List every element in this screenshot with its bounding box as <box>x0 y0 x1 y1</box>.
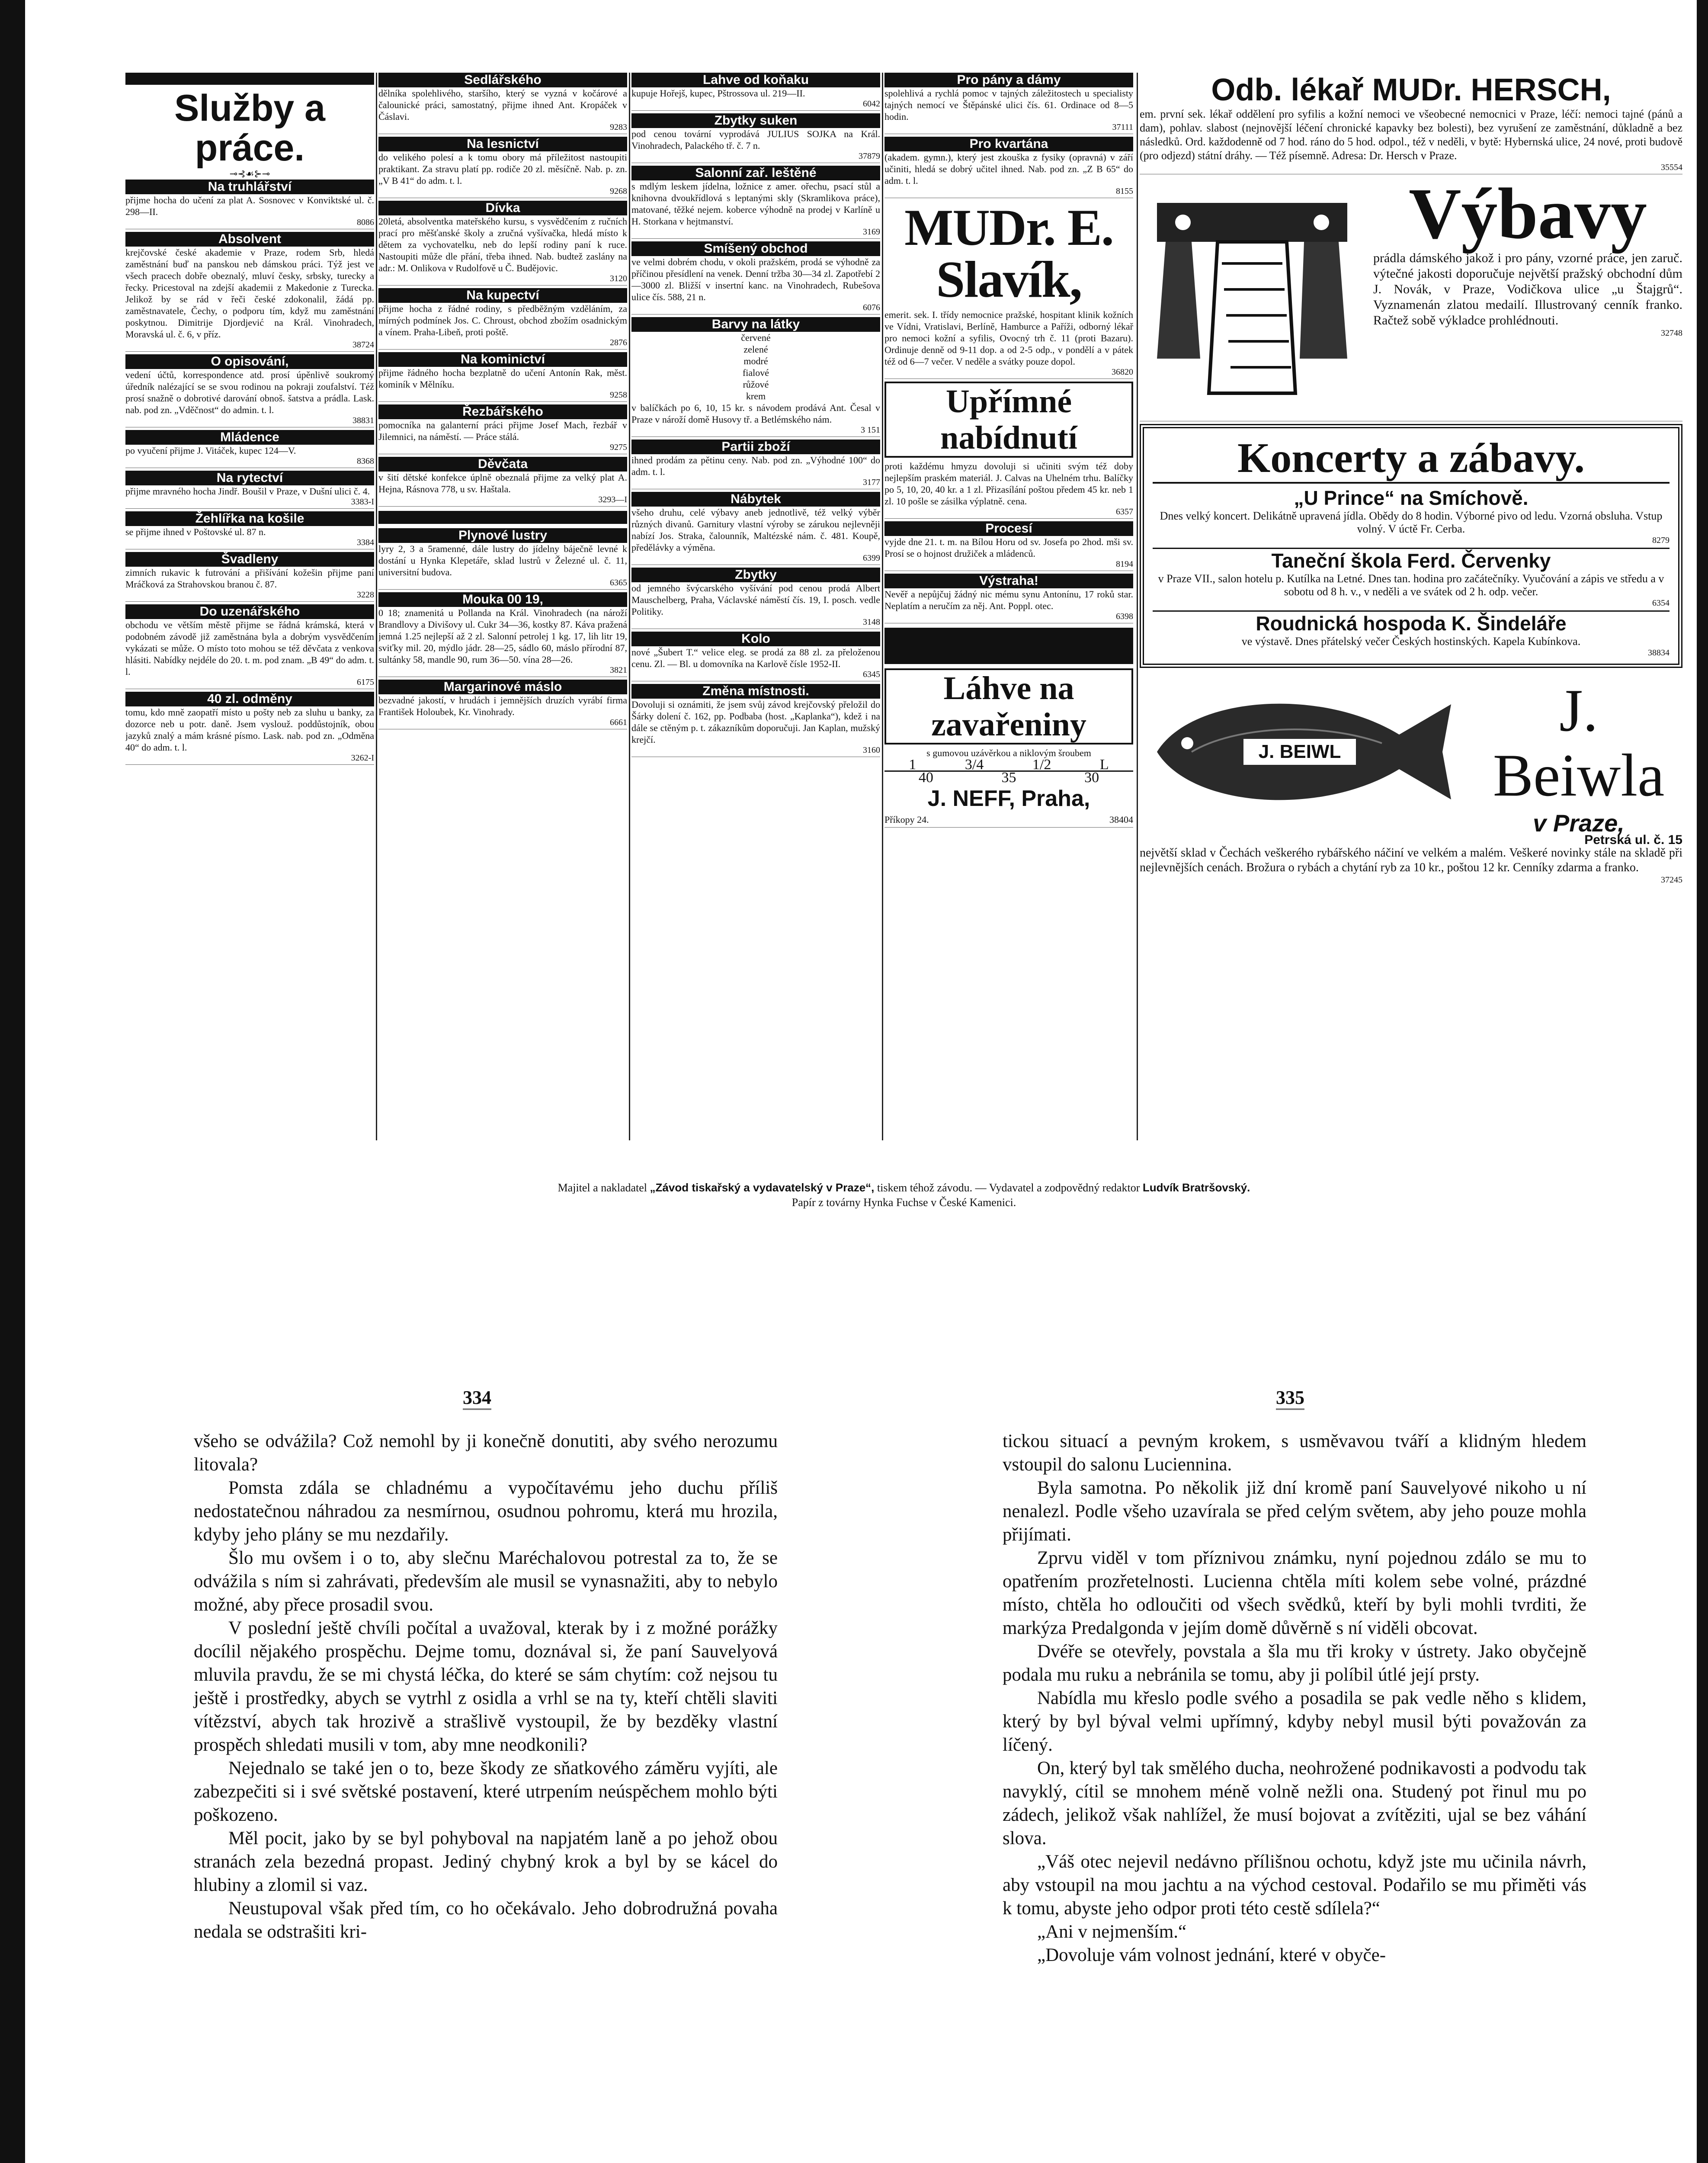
ad-text: pomocníka na galanterní práci přijme Josef Mach, řezbář v Jilemnici, na náměstí. — Práce stálá. <box>378 420 627 442</box>
shop-name: J. Beiwla <box>1493 677 1665 809</box>
doctor-ad <box>884 199 1133 379</box>
venue-heading: „U Prince“ na Smíchově. <box>1294 487 1529 509</box>
imprint-owner-label: Majitel a nakladatel <box>558 1181 647 1194</box>
dance-school-text: v Praze VII., salon hotelu p. Kutílka na Letné. Dnes tan. hodina pro začátečníky. Vyučování a zápis ve středu a v sobotu od 8 h. v., v neděli a ve svátek od 2 h. odp. večer. <box>1158 572 1664 598</box>
column-rule <box>1137 73 1138 1140</box>
ad-number: 3821 <box>610 665 627 675</box>
ad-text: vedení účtů, korrespondence atd. prosí úpěnlivě soukromý úředník nalézající se se svou rodinou na pokraji zoufalství. Též prosí snažně o dobrotivé darování obnoš. šatstva a prádla. Lask. nab. pod zn. „Vděčnost“ do admin. t. l. <box>125 369 374 415</box>
color-item: růžové <box>743 379 769 390</box>
imprint <box>125 1180 1682 1210</box>
ad-text: lyry 2, 3 a 5ramenné, dále lustry do jídelny báječně levné k dostání u Hynka Klepetáře, sklad lustrů v Železné ul. č. 11, universitní budova. <box>378 543 627 578</box>
ad-heading: Zbytky suken <box>631 113 880 128</box>
ad-number: 8086 <box>357 218 374 227</box>
paragraph: Dvéře se otevřely, povstala a šla mu tři kroky v ústrety. Jako obyčejně podala mu ruku a nebránila se tomu, aby ji políbil útlé její prsty. <box>1003 1641 1586 1685</box>
classified-ad <box>125 430 374 468</box>
ad-number: 6076 <box>863 303 880 312</box>
classified-ad <box>884 73 1133 134</box>
classified-ad <box>631 568 880 629</box>
ad-heading: Lahve od koňaku <box>631 73 880 87</box>
ad-column-4 <box>884 73 1133 1140</box>
ad-heading: Na kominictví <box>378 352 627 367</box>
classified-ad <box>125 471 374 509</box>
ad-heading: Mládence <box>125 430 374 445</box>
column-rule <box>376 73 377 1140</box>
ad-column-3 <box>631 73 880 1140</box>
ad-text: nové „Šubert T.“ velice eleg. se prodá za 88 zl. za přeloženou cenu. Zl. — Bl. u domovníka na Karlově čísle 1952-II. <box>631 647 880 669</box>
ad-number: 9283 <box>610 122 627 132</box>
classified-ad <box>125 511 374 549</box>
vybavy-ad <box>1140 173 1682 421</box>
ad-number: 38831 <box>352 416 374 425</box>
paragraph: On, který byl tak smělého ducha, neohrožené podnikavosti a podvodu tak navyklý, cítil se mnohem méně volně nežli ona. Studený pot řinul mu po zádech, jelikož však nahlížel, že musí bojovat a zvítěziti, ujal se bez váhání slova. <box>1003 1758 1586 1848</box>
imprint-editor: Ludvík Bratršovský. <box>1142 1181 1250 1194</box>
ad-heading: Na truhlářství <box>125 180 374 194</box>
paragraph: Neustupoval však před tím, co ho očekávalo. Jeho dobrodružná povaha nedala se odstrašiti kri- <box>194 1898 778 1942</box>
ad-heading: Děvčata <box>378 457 627 472</box>
ornament: ⊸⊰☙⊱⊸ <box>229 168 270 179</box>
ad-number: 8155 <box>1116 186 1133 196</box>
jar-price: 30 <box>1084 770 1099 786</box>
classified-ad <box>125 552 374 602</box>
classified-ad <box>631 684 880 757</box>
paragraph: tickou situací a pevným krokem, s usměvavou tváří a klidným hledem vstoupil do salonu Luciennina. <box>1003 1431 1586 1475</box>
ad-heading: Výstraha! <box>884 574 1133 588</box>
ad-number: 3384 <box>357 538 374 547</box>
ad-text: v šití dětské konfekce úplně obeznalá přijme za velký plat A. Hejna, Rásnova 778, u sv. Haštala. <box>378 472 627 494</box>
jar-prices-row <box>884 770 1133 786</box>
ad-heading: Sedlářského <box>378 73 627 87</box>
pub-heading: Roudnická hospoda K. Šindeláře <box>1153 610 1670 635</box>
doctor-name: MUDr. E. Slavík, <box>904 199 1113 308</box>
classified-ad <box>125 604 374 689</box>
section-title: Služby a práce. <box>174 87 325 169</box>
ad-text: (akadem. gymn.), který jest zkouška z fysiky (opravná) v září učiniti, hledá se dobrý učitel ihned. Nab. pod zn. „Z B 65“ do adm. t. l. <box>884 152 1133 186</box>
ad-number: 37111 <box>1112 122 1133 132</box>
ad-heading: Margarinové máslo <box>378 680 627 694</box>
paragraph: Zprvu viděl v tom příznivou známku, nyní pojednou zdálo se mu to opatřením prozřetelnosti. Lucienna chtěla míti kolem sebe volné, prázdné místo, chtěla ho odloučiti od všech svědků, kteří by byli mohli tvrditi, že markýza Predalgonda v jejím domě důvěrně s ní viděli obcovat. <box>1003 1548 1586 1638</box>
seller-name: J. NEFF, Praha, <box>927 786 1090 811</box>
ad-heading: 40 zl. odměny <box>125 692 374 706</box>
ad-text: 20letá, absolventka mateřského kursu, s vysvědčením z ručních prací pro měšťanské školy a zručná vyšívačka, hledá místo k dětem za vychovatelku, neb do lepší rodiny paní k ruce. Nastoupiti může dle přání, třeba ihned. Nab. budtež zaslány na adr.: M. Onlikova v Rudolfově u Č. Budějovic. <box>378 216 627 273</box>
classified-ad <box>631 241 880 315</box>
ad-text: zimních rukavic k futrování a přišívání kožešin přijme paní Mráčková za Strahovskou branou č. 87. <box>125 567 374 590</box>
ad-text: vyjde dne 21. t. m. na Bílou Horu od sv. Josefa po 2hod. mši sv. Prosí se o hojnost družiček a mládenců. <box>884 536 1133 559</box>
ad-column-1 <box>125 73 374 1140</box>
classified-list <box>378 528 627 729</box>
ad-heading: Pro kvartána <box>884 137 1133 151</box>
ad-heading: Dívka <box>378 201 627 215</box>
offer-text: proti každému hmyzu dovoluji si učiniti svým též doby nejlepším praském materiál. J. Calvas na Uhelném trhu. Balíčky po 5, 10, 20, 40 kr. a 1 zl. Přizasílání poštou předem 45 kr. neb 1 zl. 10 pošle se zásilka výplatně. cena. <box>884 461 1133 507</box>
ad-heading: Procesí <box>884 521 1133 536</box>
classified-list <box>884 521 1133 623</box>
classified-ad <box>378 528 627 590</box>
book-page-left <box>194 1430 778 1944</box>
jar-size: 1/2 <box>1032 757 1051 773</box>
shop-address: Petrská ul. č. 15 <box>1584 833 1682 847</box>
pub-text: ve výstavě. Dnes přátelský večer Českých hostinských. Kapela Kubínkova. <box>1241 635 1581 648</box>
ad-text: se přijme ihned v Poštovské ul. 87 n. <box>125 526 266 537</box>
hersch-ad <box>1140 73 1682 174</box>
dance-school-heading: Taneční škola Ferd. Červenky <box>1153 548 1670 572</box>
jars-heading: Láhve na zavařeniny <box>884 668 1133 745</box>
ad-text: do velikého polesí a k tomu obory má příležitost nastoupiti praktikant. Za stravu platí pp. rodiče 20 zl. měsíčně. Nab. p. zn. „V B 41“ do adm. t. l. <box>378 152 627 186</box>
ad-text: kupuje Hořejš, kupec, Pštrossova ul. 219—II. <box>631 88 805 99</box>
ad-number: 9258 <box>610 390 627 400</box>
ad-number: 8368 <box>357 456 374 466</box>
classified-ad <box>378 137 627 198</box>
ad-column-2 <box>378 73 627 1140</box>
ad-number: 38404 <box>1109 814 1133 825</box>
classified-ad <box>125 180 374 229</box>
ad-heading: Švadleny <box>125 552 374 567</box>
classified-ad <box>378 457 627 507</box>
ad-number: 35554 <box>1661 163 1682 172</box>
ad-text: po vyučení přijme J. Vitáček, kupec 124—V. <box>125 445 296 456</box>
classified-list <box>884 73 1133 198</box>
classified-ad <box>378 592 627 677</box>
beiwl-heading-block <box>1475 678 1682 838</box>
jar-size: L <box>1099 757 1109 773</box>
ad-number: 9275 <box>610 443 627 452</box>
classified-ad <box>378 404 627 454</box>
ad-text: krejčovské české akademie v Praze, rodem Srb, hledá zaměstnání buď na panskou neb dámskou práci. Týž jest ve všech pracech dobře obeznalý, mluví česky, srbsky, turecky a řecky. Pricestoval na zdejší akademii z Makedonie z Turecka. Jelikož by se rád v řeči české zdokonalil, žádá pp. zaměstnavatele, Čechy, o podporu tím, když mu zaměstnání poskytnou. Dimitrije Djordjević na Král. Vinohradech, Moravská ul. č. 6, v příz. <box>125 247 374 340</box>
ad-number: 32748 <box>1661 328 1682 338</box>
ad-heading: Zbytky <box>631 568 880 582</box>
ad-heading: Řezbářského <box>378 404 627 419</box>
vybavy-heading: Výbavy <box>1409 173 1647 254</box>
hersch-text: em. první sek. lékař oddělení pro syfilis a kožní nemoci ve všeobecné nemocnici v Praze, léčí: nemoci tajné (pánů a dam), pohlav. slabost (nejnovější léčení chronické kapavky bez bolesti), bez vyrušení ze zaměstnání, důkladně a bez následků. Ord. každodenně od 7 hod. ráno do 5 hod. odpol., též v neděli, v bytě: Hybernská ulice, 24 nové, proti budově (pro odjezd) státní dráhy. — Též písemně. Adresa: Dr. Hersch v Praze. <box>1140 108 1682 162</box>
ad-heading: Do uzenářského <box>125 604 374 619</box>
ad-text: přijme řádného hocha bezplatně do učení Antonín Rak, měst. kominík v Mělníku. <box>378 367 627 390</box>
classified-ad <box>125 692 374 765</box>
ad-number: 37245 <box>1661 875 1682 885</box>
ad-heading: O opisování, <box>125 354 374 369</box>
classified-ad <box>631 113 880 163</box>
classified-ad <box>884 521 1133 571</box>
ad-text: od jemného švýcarského vyšívání pod cenou prodá Albert Mauschelberg, Praha, Václavské náměstí čís. 19, I. posch. vedle Politiky. <box>631 583 880 617</box>
ad-number: 37879 <box>859 151 880 161</box>
ad-text: 0 18; znamenitá u Pollanda na Král. Vinohradech (na nároží Brandlovy a Divišovy ul. Cukr 34—36, kostky 87. Káva pražená jemná 1.25 nejlepší až 2 zl. Salonní petrolej 1 kg. 17, lih litr 19, sviťky mil. 20, mýdlo jádr. 28—25, sádlo 60, máslo přírodní 87, sultánky 58, mandle 90, rum 36—50. vína 28—26. <box>378 607 627 665</box>
jars-text: s gumovou uzávěrkou a niklovým šroubem <box>926 748 1091 758</box>
classified-ad <box>378 288 627 350</box>
ad-text: bezvadné jakostí, v hrudách i jemnějších druzích vyrábí firma František Holoubek, Kr. Vinohrady. <box>378 695 627 717</box>
ad-number: 38724 <box>352 340 374 350</box>
ad-number: 38834 <box>1648 648 1670 658</box>
color-item: zelené <box>743 344 768 355</box>
shop-city: v Praze, <box>1533 809 1625 837</box>
ad-heading: Pro pány a dámy <box>884 73 1133 87</box>
upright-offer-ad <box>884 382 1133 519</box>
shop-text: největší sklad v Čechách veškerého rybářského náčiní ve velkém a malém. Veškeré novinky stále na skladě při nejlevnějších cenách. Brožura o rybách a chytání ryb za 10 kr., poštou 12 kr. Cenníky zdarma a franko. <box>1140 846 1682 874</box>
paragraph: Nabídla mu křeslo podle svého a posadila se pak vedle něho s klidem, který by byl býval velmi upřímný, kdyby nebyl musil býti považován za líčený. <box>1003 1688 1586 1755</box>
paragraph: „Dovoluje vám volnost jednání, které v obyče- <box>1037 1945 1386 1965</box>
classified-ad <box>378 680 627 729</box>
ad-heading: Barvy na látky <box>631 317 880 332</box>
linen-illustration <box>1140 177 1365 419</box>
scan-edge-left <box>0 0 25 2163</box>
ad-number: 6399 <box>863 553 880 563</box>
ad-text: obchodu ve větším městě přijme se řádná krámská, která v podobném závodě již zaměstnána byla a dobrým vysvědčením vykázati se může. O místo toto mohou se též děvčata z venkova hlásiti. Nabídky nejdéle do 20. t. m. pod znam. „B 49“ do adm. t. l. <box>125 619 374 677</box>
ad-heading: Na rytectví <box>125 471 374 485</box>
ad-text: dělníka spolehlivého, staršího, který se vyzná v kočárové a čalounické práci, samostatný, přijme ihned Ant. Kropáček v Čáslavi. <box>378 88 627 122</box>
ad-number: 6354 <box>1652 598 1670 608</box>
ad-text: v balíčkách po 6, 10, 15 kr. s návodem prodává Ant. Česal v Praze v nároží domě Husovy tř. a Betlémského nám. <box>631 402 880 425</box>
column-rule <box>629 73 630 1140</box>
scan-edge-right <box>1697 0 1708 2163</box>
ad-number: 6398 <box>1116 612 1133 621</box>
paragraph: všeho se odvážila? Což nemohl by ji konečně donutiti, aby svého nerozumu litovala? <box>194 1431 778 1475</box>
ad-heading: Absolvent <box>125 232 374 247</box>
paragraph: „Váš otec nejevil nedávno přílišnou ochotu, když jste mu učinila návrh, aby vstoupil na mou jachtu a na východ cestoval. Podařilo se mu přiměti vás k tomu, abyste jeho odpor proti této cestě sdílela?“ <box>1003 1852 1586 1919</box>
paragraph: Šlo mu ovšem i o to, aby slečnu Maréchalovou potrestal za to, že se odvážila s ním si zahrávati, především ale musil se vynasnažiti, aby to nebylo možné, aby přece prosadil svou. <box>194 1548 778 1615</box>
hersch-heading: Odb. lékař MUDr. HERSCH, <box>1211 73 1611 107</box>
ad-heading: Kolo <box>631 632 880 646</box>
ad-number: 6345 <box>863 670 880 679</box>
ad-heading: Salonní zař. leštěné <box>631 166 880 180</box>
ad-number: 6175 <box>357 677 374 687</box>
imprint-publisher: „Závod tiskařský a vydavatelský v Praze“, <box>650 1181 875 1194</box>
classified-ad <box>631 440 880 489</box>
paragraph: Pomsta zdála se chladnému a vypočítavému jeho duchu příliš nedostatečnou náhradou za nesmírnou, osudnou pohromu, která mu hrozila, kdyby jeho plány se mu nezdařily. <box>194 1478 778 1545</box>
classified-ad <box>631 492 880 565</box>
ad-number: 3262-I <box>351 753 374 763</box>
ad-text: přijme mravného hocha Jindř. Boušil v Praze, v Dušní ulici č. 4. <box>125 486 370 497</box>
separator-bar <box>378 511 627 524</box>
ad-number: 36820 <box>1112 367 1133 377</box>
book-page-right <box>1003 1430 1586 1967</box>
ad-number: 3228 <box>357 590 374 600</box>
ad-number: 9268 <box>610 186 627 196</box>
fish-label: J. BEIWL <box>1258 741 1341 762</box>
paragraph: Nejednalo se také jen o to, beze škody ze sňatkového záměru vyjíti, ale zabezpečiti si i své světské postavení, které utrpením neúspěchem mohlo býti poškozeno. <box>194 1758 778 1825</box>
ad-text: pod cenou tovární vyprodává JULIUS SOJKA na Král. Vinohradech, Palackého tř. č. 7 n. <box>631 128 880 151</box>
classified-ad <box>631 73 880 111</box>
ad-text: všeho druhu, celé výbavy aneb jednotlivě, též velký výběr různých divanů. Garnitury vlastní výroby se zárukou nejlevněji nabízí Jos. Straka, čalounník, Maltézské nám. č. 481. Koupě, předělávky a výměna. <box>631 507 880 553</box>
ad-heading: Na kupectví <box>378 288 627 303</box>
classified-ad <box>631 166 880 239</box>
color-item: fialové <box>742 367 769 378</box>
classified-list <box>125 180 374 765</box>
ad-number: 3148 <box>863 617 880 627</box>
classified-ad <box>125 354 374 427</box>
classified-ad <box>378 201 627 286</box>
ad-number: 3169 <box>863 227 880 237</box>
imprint-editor-label: tiskem téhož závodu. — Vydavatel a zodpovědný redaktor <box>877 1181 1140 1194</box>
fish-illustration <box>1140 678 1468 825</box>
venue-text: Dnes velký koncert. Delikátně upravená jídla. Obědy do 8 hodin. Výborné pivo od ledu. Vzorná obsluha. Vstup volný. V úctě Fr. Cerba. <box>1160 510 1663 535</box>
ad-text: přijme hocha z řádné rodiny, s předběžným vzděláním, za mírných podmínek Jos. C. Chroust, obchod zbožím osadnickým a vínem. Praha-Libeň, proti poště. <box>378 303 627 337</box>
ad-number: 3293—I <box>598 495 627 504</box>
ad-text: s mdlým leskem jídelna, ložnice z amer. ořechu, psací stůl a knihovna dvoukřídlová s leptanými skly (Skramlikova práce), matované, těžké nejem. koberce výhodně na prodej v Karlíně u H. Storkana v hejtmanství. <box>631 181 880 227</box>
classified-ad <box>631 317 880 437</box>
beiwl-details <box>1140 834 1682 885</box>
offer-heading: Upřímné nabídnutí <box>884 382 1133 458</box>
paragraph: „Ani v nejmenším.“ <box>1037 1922 1187 1942</box>
ad-number: 6357 <box>1116 507 1133 517</box>
ad-number: 6661 <box>610 718 627 727</box>
ad-number: 3383-I <box>351 497 374 507</box>
classified-ad <box>631 632 880 681</box>
classified-ad <box>884 137 1133 198</box>
classified-ad <box>378 352 627 402</box>
ad-column-5 <box>1140 73 1682 1140</box>
ad-number: 3177 <box>863 478 880 487</box>
page-number-left: 334 <box>463 1386 491 1410</box>
ad-text: ve velmi dobrém chodu, v okoli pražském, prodá se výhodně za příčinou přesídlení na venek. Denní tržba 30—34 zl. Zapotřebí 2—3000 zl. Bližší v insertní kanc. na Vinohradech, Rubešova ulice čís. 588, 21 n. <box>631 257 880 302</box>
ad-number: 3 151 <box>861 425 880 435</box>
ad-text: přijme hocha do učení za plat A. Sosnovec v Konviktské ul. č. 298—II. <box>125 195 374 217</box>
jar-price: 35 <box>1001 770 1016 786</box>
ad-heading: Smíšený obchod <box>631 241 880 256</box>
ad-heading: Žehlířka na košile <box>125 511 374 526</box>
ad-number: 3120 <box>610 274 627 283</box>
imprint-paper: Papír z továrny Hynka Fuchse v České Kamenici. <box>792 1196 1016 1209</box>
ad-text: ihned prodám za pětinu ceny. Nab. pod zn. „Výhodné 100“ do adm. t. l. <box>631 455 880 477</box>
classified-list <box>378 73 627 507</box>
ad-text: tomu, kdo mně zaopatří místo u pošty neb za sluhu u banky, za dozorce neb u potr. daně. Jsem vyslouž. poddůstojník, obou jazyků znalý a mám krásné písmo. Lask. nab. pod zn. „Odměna 40“ do adm. t. l. <box>125 707 374 753</box>
ad-number: 6042 <box>863 99 880 109</box>
fishing-ad <box>1140 677 1682 837</box>
paragraph: Měl pocit, jako by se byl pohyboval na napjatém laně a po jehož obou stranách zela bezedná propast. Jediný chybný krok a byl by se kácel do hlubiny a zlomil si vaz. <box>194 1828 778 1895</box>
ad-heading: Nábytek <box>631 492 880 507</box>
ad-text: spolehlivá a rychlá pomoc v tajných záležitostech u specialisty tajných nemocí ve Štěpánské ulici čís. 61. Ordinace od 8—5 hodin. <box>884 88 1133 122</box>
concerts-heading: Koncerty a zábavy. <box>1153 434 1670 484</box>
color-item: krem <box>746 391 766 401</box>
ad-number: 2876 <box>610 338 627 347</box>
paragraph: Byla samotna. Po několik již dní kromě paní Sauvelyové nikoho u ní nenalezl. Podle všeho uzavírala se před celým světem, aby jeho pouze mohla přijímati. <box>1003 1478 1586 1545</box>
black-banner <box>884 628 1133 664</box>
jar-size: 3/4 <box>965 757 984 773</box>
ad-heading: Plynové lustry <box>378 528 627 543</box>
classified-list <box>631 73 880 757</box>
jar-size: 1 <box>909 757 916 773</box>
page-number-right: 335 <box>1276 1386 1304 1410</box>
color-list <box>631 332 880 402</box>
ad-number: 8194 <box>1116 559 1133 569</box>
ad-heading: Na lesnictví <box>378 137 627 151</box>
concerts-box <box>1140 424 1682 668</box>
ad-number: 8279 <box>1652 536 1670 545</box>
ad-number: 6365 <box>610 578 627 587</box>
color-item: modré <box>743 356 768 366</box>
ad-number: 3160 <box>863 745 880 755</box>
seller-address: Příkopy 24. <box>884 814 929 825</box>
paragraph: V poslední ještě chvíli počítal a uvažoval, kterak by i z možné porážky docílil nějakého prospěchu. Dejme tomu, doznával si, že paní Sauvelyová mluvila pravdu, že se mi chystá léčka, do které se sám chytím: což nejsou tu ještě i prostředky, abych se vytrhl z osidla a vrhl se na ty, kteří chtěli slaviti vítězství, abych tak hrozivě a strašlivě vystoupil, že by bezděky vlastní prospěch shledati musili v tom, aby mne neodkonili? <box>194 1618 778 1755</box>
classified-ad <box>378 73 627 134</box>
ad-text: Dovoluji si oznámiti, že jsem svůj závod krejčovský přeložil do Šárky dolení č. 162, pp. Podbaba (host. „Kaplanka“), kdež i na dále se ctěným p. t. zákazníkům doporučuji. Jan Kaplan, mužský krejčí. <box>631 699 880 745</box>
jars-ad <box>884 668 1133 828</box>
jar-price: 40 <box>918 770 933 786</box>
classified-ad <box>125 232 374 352</box>
column-rule <box>882 73 883 1140</box>
ad-heading: Partii zboží <box>631 440 880 454</box>
classified-ad <box>884 574 1133 623</box>
ad-heading: Změna místnosti. <box>631 684 880 699</box>
newspaper-ads <box>125 73 1682 1180</box>
ad-text: Nevěř a nepůjčuj žádný nic mému synu Antonínu, 17 roků star. Neplatím a neručím za něj. Ant. Poppl. otec. <box>884 589 1133 611</box>
ad-heading: Mouka 00 19, <box>378 592 627 607</box>
color-item: červené <box>741 332 771 343</box>
column-top-bar <box>125 73 374 85</box>
vybavy-text: prádla dámského jakož i pro pány, vzorné práce, jen zaruč. výtečné jakosti doporučuje největší pražský obchodní dům J. Novák, v Praze, Vodičkova ulice „u Štajgrů“. Vyznamenán zlatou medailí. Illustrovaný cenník franko. Račtež sobě výkladce prohlédnouti. <box>1373 251 1682 327</box>
doctor-text: emerit. sek. I. třídy nemocnice pražské, hospitant klinik kožních ve Vídni, Vratislavi, Berlíně, Hamburce a Paříži, odborný lékař pro nemoci kožní a syfilis, Ovocný trh č. 11 (proti Bazaru). Ordinuje denně od 9-11 dop. a od 2-5 odp., v pondělí a v pátek též od 6—7 večer. V neděle a svátky pouze dopol. <box>884 309 1133 367</box>
